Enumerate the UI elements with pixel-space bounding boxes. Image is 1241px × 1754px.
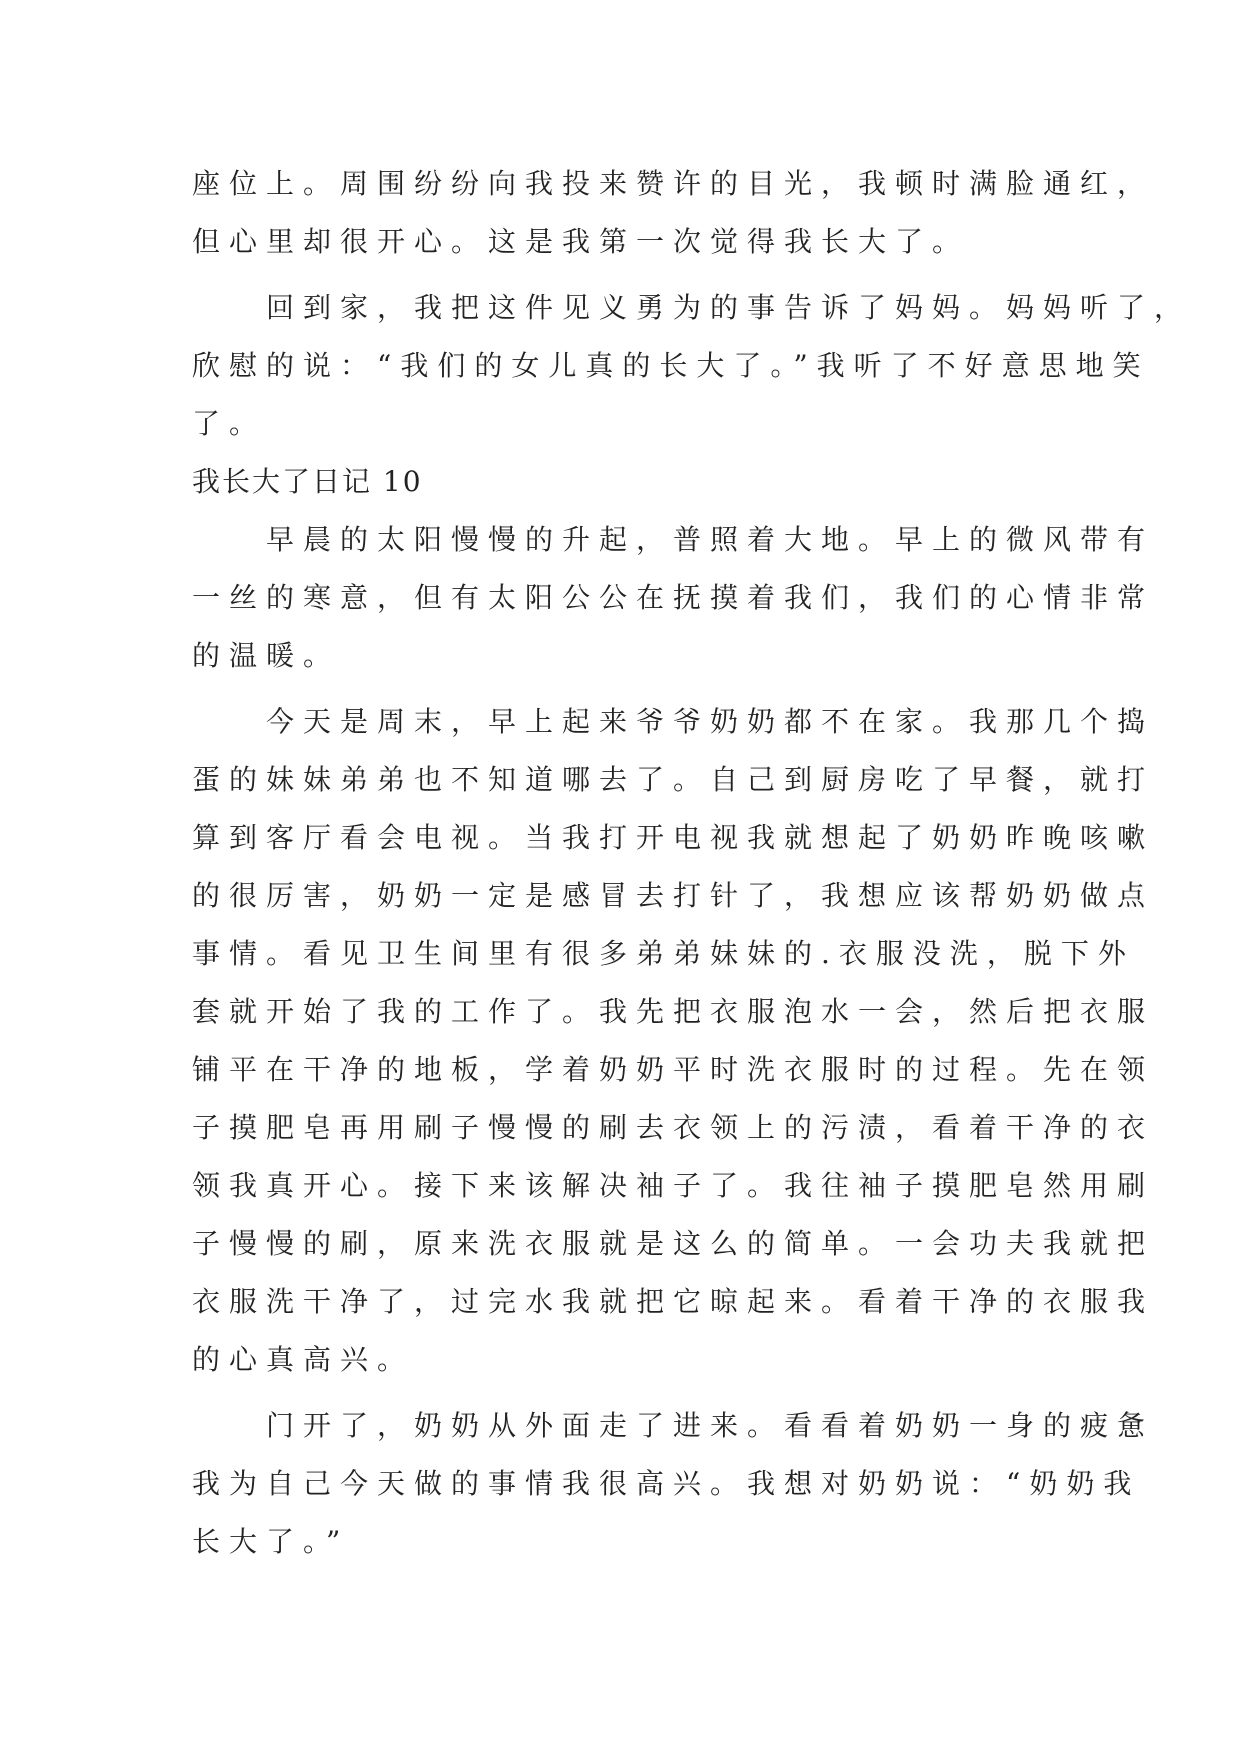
text-line: 事情。看见卫生间里有很多弟弟妹妹的.衣服没洗，脱下外 (192, 937, 1135, 970)
text-line: 蛋的妹妹弟弟也不知道哪去了。自己到厨房吃了早餐，就打 (192, 763, 1155, 796)
text-line: 的温暖。 (192, 639, 341, 672)
text-line: 的很厉害，奶奶一定是感冒去打针了，我想应该帮奶奶做点 (192, 879, 1155, 912)
text-line: 但心里却很开心。这是我第一次觉得我长大了。 (192, 225, 970, 258)
paragraph-5 (192, 1397, 1155, 1571)
text-line: 算到客厅看会电视。当我打开电视我就想起了奶奶昨晚咳嗽 (192, 821, 1155, 854)
text-line: 衣服洗干净了，过完水我就把它晾起来。看着干净的衣服我 (192, 1285, 1155, 1318)
text-line: 一丝的寒意，但有太阳公公在抚摸着我们，我们的心情非常 (192, 581, 1155, 614)
text-line: 早晨的太阳慢慢的升起，普照着大地。早上的微风带有 (192, 523, 1155, 556)
paragraph-3 (192, 511, 1155, 685)
text-line: 回到家，我把这件见义勇为的事告诉了妈妈。妈妈听了， (192, 291, 1192, 324)
text-line: 座位上。周围纷纷向我投来赞许的目光，我顿时满脸通红， (192, 167, 1155, 200)
text-line: 的心真高兴。 (192, 1343, 415, 1376)
text-line: 我为自己今天做的事情我很高兴。我想对奶奶说：“奶奶我 (192, 1467, 1141, 1500)
text-line: 领我真开心。接下来该解决袖子了。我往袖子摸肥皂然用刷 (192, 1169, 1155, 1202)
text-line: 欣慰的说：“我们的女儿真的长大了。”我听了不好意思地笑 (192, 349, 1150, 382)
text-line: 铺平在干净的地板，学着奶奶平时洗衣服时的过程。先在领 (192, 1053, 1155, 1086)
text-line: 套就开始了我的工作了。我先把衣服泡水一会，然后把衣服 (192, 995, 1155, 1028)
text-line: 子慢慢的刷，原来洗衣服就是这么的简单。一会功夫我就把 (192, 1227, 1155, 1260)
document-body (192, 155, 1192, 1571)
section-heading (192, 453, 1058, 511)
text-line: 门开了，奶奶从外面走了进来。看看着奶奶一身的疲惫 (192, 1409, 1155, 1442)
text-line: 子摸肥皂再用刷子慢慢的刷去衣领上的污渍，看着干净的衣 (192, 1111, 1155, 1144)
heading-text: 我长大了日记 10 (192, 465, 423, 498)
text-line: 长大了。” (192, 1525, 350, 1558)
paragraph-1 (192, 155, 1155, 271)
text-line: 今天是周末，早上起来爷爷奶奶都不在家。我那几个捣 (192, 705, 1155, 738)
paragraph-2 (192, 279, 1192, 453)
text-line: 了。 (192, 407, 267, 440)
paragraph-4 (192, 693, 1155, 1389)
